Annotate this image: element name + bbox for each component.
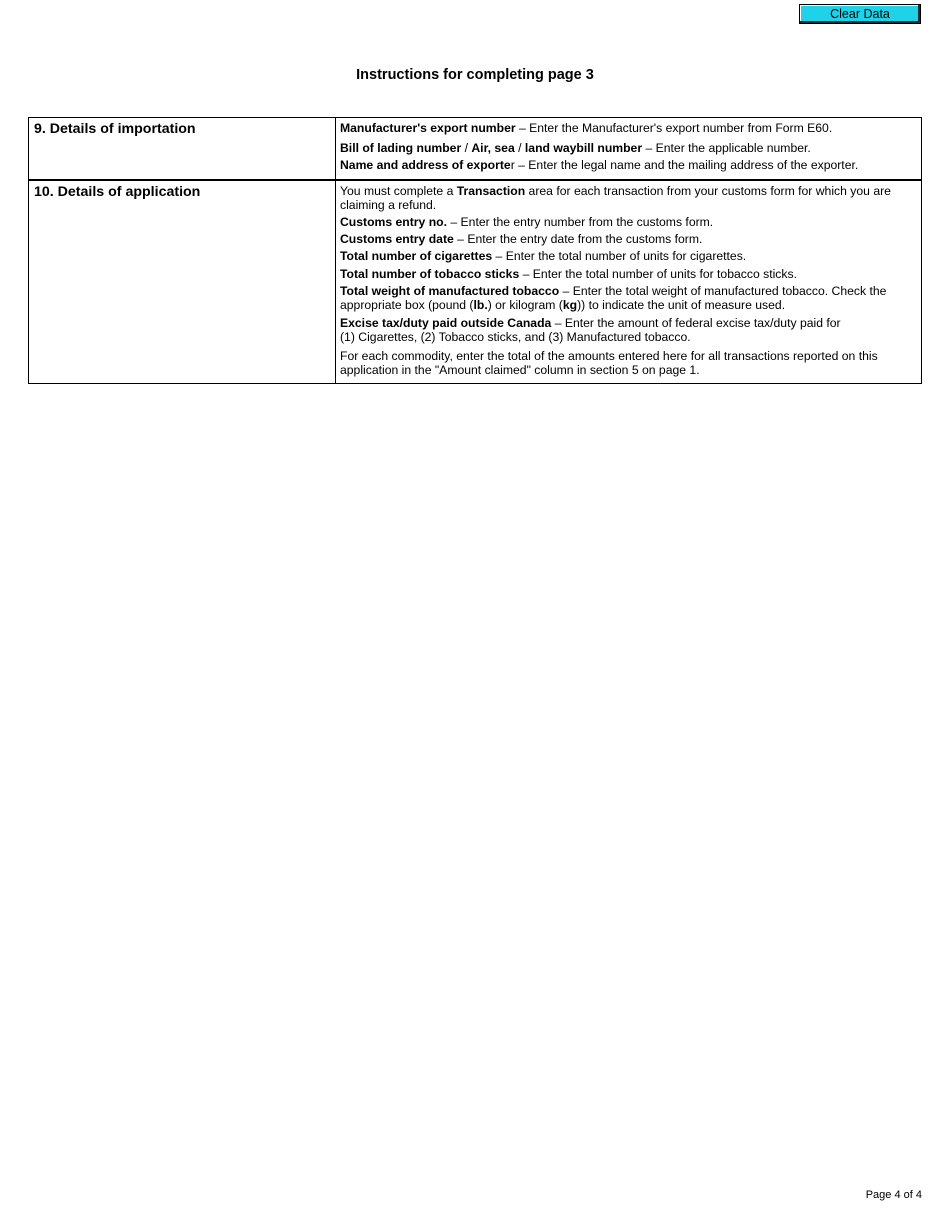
exporter-name-address-instruction: Name and address of exporter – Enter the legal name and the mailing address of the exporter. — [340, 158, 859, 173]
section-9-heading: 9. Details of importation — [29, 118, 336, 180]
page-number: Page 4 of 4 — [865, 1189, 922, 1201]
customs-entry-date-instruction: Customs entry date – Enter the entry date from the customs form. — [340, 232, 703, 247]
transaction-intro: You must complete a Transaction area for each transaction from your customs form for which you are claiming a refund. — [340, 183, 891, 212]
section-10-row — [29, 180, 922, 384]
bill-of-lading-instruction: Bill of lading number / Air, sea / land waybill number – Enter the applicable number. — [340, 141, 811, 156]
total-weight-instruction: Total weight of manufactured tobacco – Enter the total weight of manufactured tobacco. Check the appropriate box (pound (lb.) or kilogram (kg)) to indicate the unit of measure used. — [340, 283, 887, 313]
total-cigarettes-instruction: Total number of cigarettes – Enter the total number of units for cigarettes. — [340, 249, 747, 264]
section-10-body — [336, 180, 922, 384]
section-9-body — [336, 118, 922, 180]
manufacturer-export-number-instruction: Manufacturer's export number – Enter the Manufacturer's export number from Form E60. — [340, 121, 833, 135]
clear-data-button[interactable]: Clear Data — [799, 4, 921, 24]
customs-entry-no-instruction: Customs entry no. – Enter the entry number from the customs form. — [340, 215, 714, 230]
total-tobacco-sticks-instruction: Total number of tobacco sticks – Enter the total number of units for tobacco sticks. — [340, 266, 797, 281]
section-10-heading: 10. Details of application — [29, 180, 336, 384]
excise-tax-instruction: Excise tax/duty paid outside Canada – Enter the amount of federal excise tax/duty paid for (1) Cigarettes, (2) Tobacco sticks, and (3) Manufactured tobacco. — [340, 316, 841, 345]
instructions-table — [28, 117, 922, 384]
page-title: Instructions for completing page 3 — [356, 67, 594, 83]
amount-claimed-instruction: For each commodity, enter the total of the amounts entered here for all transactions reported on this application in the "Amount claimed" column in section 5 on page 1. — [340, 348, 878, 377]
section-9-row — [29, 118, 922, 180]
